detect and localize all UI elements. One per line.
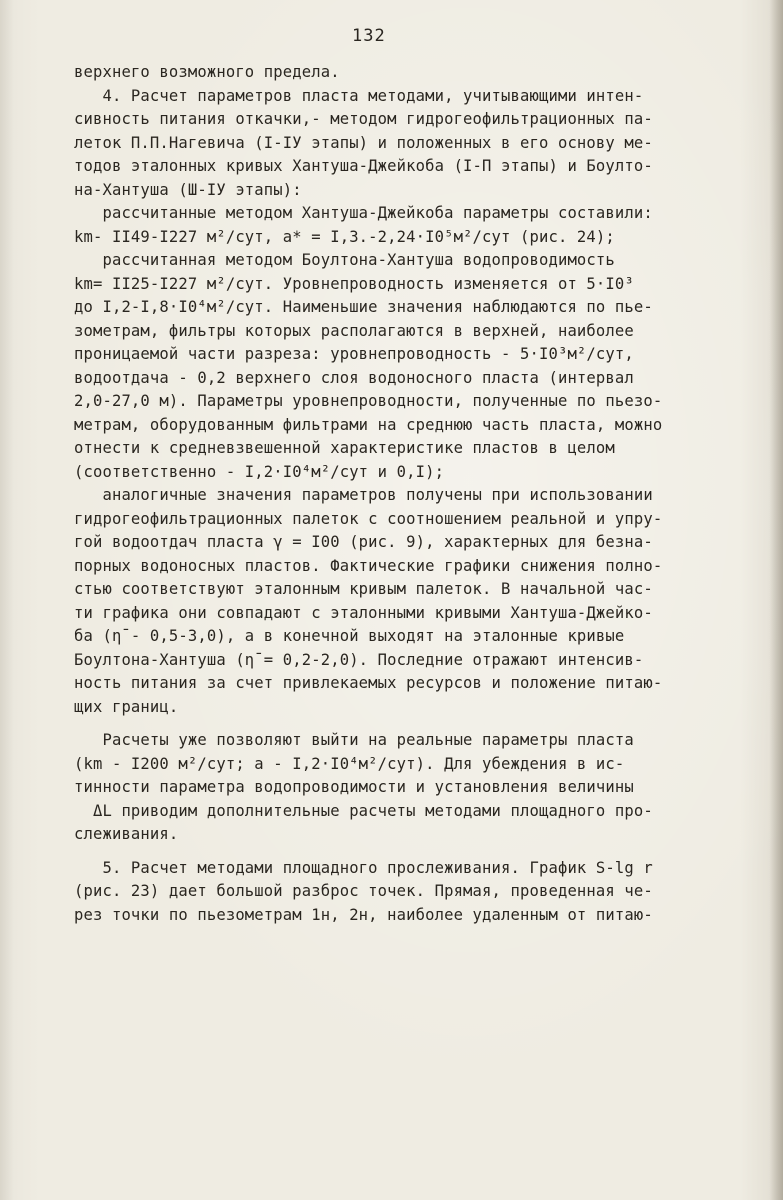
text-line: слеживания. [74, 824, 179, 843]
text-line: гидрогеофильтрационных палеток с соотношением реальной и упру- [74, 508, 663, 528]
text-line: 4. Расчет параметров пласта методами, учитывающими интен- [74, 85, 644, 105]
text-line: сивность питания откачки,- методом гидрогеофильтрационных па- [74, 109, 653, 128]
text-line: (соответственно - I,2·I0⁴м²/сут и 0,I); [74, 461, 445, 481]
page-number: 132 [352, 26, 386, 46]
text-line: ность питания за счет привлекаемых ресурсов и положение питаю- [74, 673, 663, 692]
text-line: рез точки по пьезометрам 1н, 2н, наиболее удаленным от питаю- [74, 904, 653, 924]
text-line: зометрам, фильтры которых располагаются в верхней, наиболее [74, 320, 634, 340]
text-line: ти графика они совпадают с эталонными кривыми Хантуша-Джейко- [74, 602, 653, 622]
text-line: отнести к средневзвешенной характеристике пластов в целом [74, 438, 615, 457]
text-line: (рис. 23) дает большой разброс точек. Прямая, проведенная че- [74, 881, 653, 900]
text-line: щих границ. [74, 696, 179, 716]
text-line: на-Хантуша (Ш-IУ этапы): [74, 179, 302, 199]
text-line: порных водоносных пластов. Фактические графики снижения полно- [74, 555, 663, 575]
text-line: рассчитанные методом Хантуша-Джейкоба параметры составили: [74, 203, 653, 222]
text-line: km- II49-I227 м²/сут, a* = I,3.-2,24·I0⁵м²/сут (рис. 24); [74, 226, 615, 246]
text-line: леток П.П.Нагевича (I-IУ этапы) и положенных в его основу ме- [74, 132, 653, 152]
text-line: ба (η̄ - 0,5-3,0), а в конечной выходят на эталонные кривые [74, 626, 625, 645]
text-line: тодов эталонных кривых Хантуша-Джейкоба (I-П этапы) и Боулто- [74, 156, 653, 175]
text-line: проницаемой части разреза: уровнепроводность - 5·I0³м²/сут, [74, 344, 634, 363]
text-line: 2,0-27,0 м). Параметры уровнепроводности, полученные по пьезо- [74, 391, 663, 410]
paragraph-gap [74, 718, 754, 728]
text-line: верхнего возможного предела. [74, 62, 340, 81]
text-line: тинности параметра водопроводимости и установления величины [74, 777, 634, 796]
text-line: Боултона-Хантуша (η̄ = 0,2-2,0). Последние отражают интенсив- [74, 649, 644, 669]
text-line: Расчеты уже позволяют выйти на реальные параметры пласта [74, 730, 634, 749]
text-line: (km - I200 м²/сут; a - I,2·I0⁴м²/сут). Для убеждения в ис- [74, 753, 625, 773]
text-line: гой водоотдач пласта γ = I00 (рис. 9), характерных для безна- [74, 532, 653, 551]
text-line: до I,2-I,8·I0⁴м²/сут. Наименьшие значения наблюдаются по пье- [74, 297, 653, 316]
text-line: ΔL приводим дополнительные расчеты методами площадного про- [74, 800, 653, 820]
text-line: метрам, оборудованным фильтрами на среднюю часть пласта, можно [74, 414, 663, 434]
text-line: рассчитанная методом Боултона-Хантуша водопроводимость [74, 250, 615, 269]
text-line: km= II25-I227 м²/сут. Уровнепроводность изменяется от 5·I0³ [74, 273, 634, 293]
body-text [74, 60, 754, 926]
text-line: стью соответствуют эталонным кривым палеток. В начальной час- [74, 579, 653, 598]
text-line: водоотдача - 0,2 верхнего слоя водоносного пласта (интервал [74, 367, 634, 387]
text-line: 5. Расчет методами площадного прослеживания. График S-lg r [74, 857, 653, 877]
paragraph-gap [74, 846, 754, 856]
page-binding-shadow [769, 0, 783, 1200]
text-line: аналогичные значения параметров получены при использовании [74, 485, 653, 504]
